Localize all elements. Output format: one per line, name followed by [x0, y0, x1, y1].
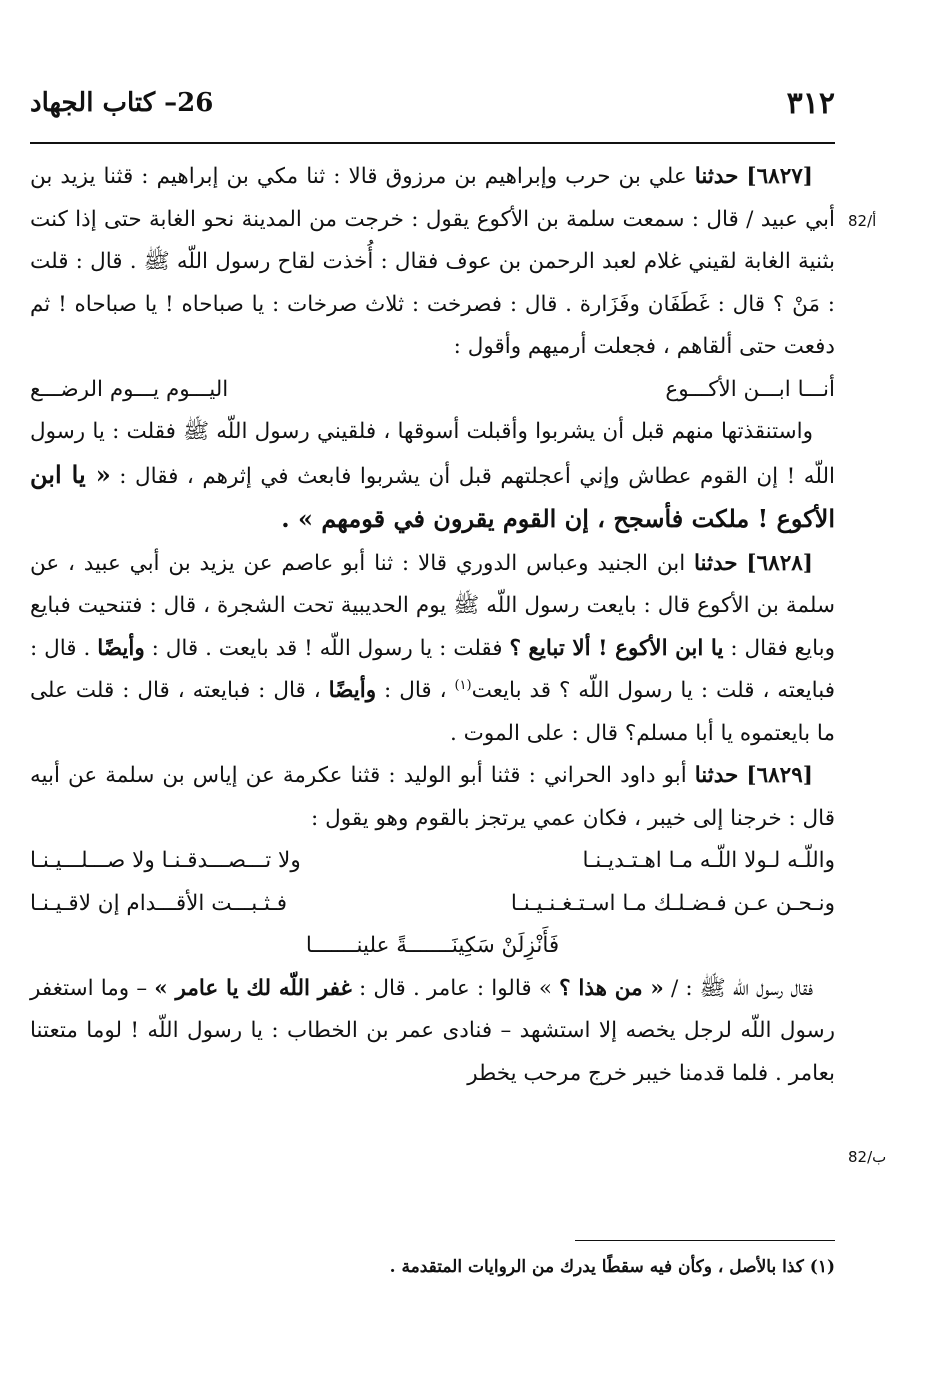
margin-note-folio-b: 82/ب	[848, 1148, 887, 1166]
header-rule	[30, 142, 835, 144]
verse-line-centered: فَأَنْزِلَنْ سَكِينَـــــــةً علينـــــــا	[305, 933, 560, 958]
verse-hemistich-left: فـثـبـــت الأقـــدام إن لاقـيـنـا	[30, 890, 288, 916]
hadith-text: ابن الجنيد وعباس الدوري قالا : ثنا أبو عاصم عن يزيد بن أبي عبيد ، عن سلمة بن الأكوع قال : بايعت رسول اللّه ﷺ يوم الحديبية تحت الشجرة ، قال : فتنحيت فبايع وبايع فقال :	[30, 550, 836, 661]
verse-hemistich-right: ونـحـن عـن فـضـلـك مـا اسـتـغـنـيـنـا	[510, 890, 835, 916]
footnote-rule	[575, 1240, 835, 1241]
body-text	[30, 156, 835, 1095]
page-number: ٣١٢	[786, 86, 835, 121]
verse-hemistich-left: ولا تـــصـــدقـنـا ولا صـــلـــيـنـا	[30, 848, 301, 873]
verse-line	[30, 369, 835, 412]
hadith-6829-part-2	[30, 968, 835, 1096]
narration-word: حدثنا	[694, 763, 739, 788]
verse-hemistich-right: أنـــا ابـــن الأكـــوع	[665, 376, 835, 402]
margin-note-folio-a: 82/أ	[848, 212, 877, 230]
hadith-text: علي بن حرب وإبراهيم بن مرزوق قالا : ثنا مكي بن إبراهيم : قثنا يزيد بن أبي عبيد / قال : سمعت سلمة بن الأكوع يقول : خرجت من المدينة نحو الغابة حتى إذا كنت بثنية الغابة لقيني غلام لعبد الرحمن بن عوف فقال : أُخذت لقاح رسول اللّه ﷺ . قال : قلت : مَنْ ؟ قال : غَطَفَان وفَزَارة . قال : فصرخت : ثلاث صرخات : يا صباحاه ! يا صباحاه ! ثم دفعت حتى ألقاهم ، فجعلت أرميهم وأقول :	[30, 164, 835, 359]
hadith-6829-part-1	[30, 755, 835, 840]
hadith-text: فقلت : يا رسول اللّه ! قد بايعت . قال :	[151, 635, 503, 661]
footnote: (١) كذا بالأصل ، وكأن فيه سقطًا يدرك من الروايات المتقدمة .	[389, 1257, 835, 1277]
prophetic-quote: « من هذا ؟	[559, 975, 664, 1001]
hadith-text: أبو داود الحراني : قثنا أبو الوليد : قثنا عكرمة عن إياس بن سلمة عن أبيه قال : خرجنا إلى خيبر ، فكان عمي يرتجز بالقوم وهو يقول :	[30, 763, 835, 831]
hadith-text: . قال : فبايعته ، قلت : يا رسول اللّه ؟ قد بايعت	[30, 635, 835, 703]
hadith-text: » قالوا : عامر . قال :	[358, 975, 552, 1001]
verse-line	[30, 883, 835, 926]
prophetic-quote: وأيضًا	[328, 678, 377, 703]
narration-word: حدثنا	[694, 164, 739, 189]
hadith-number: [٦٨٢٧]	[746, 164, 813, 189]
hadith-text: ، قال :	[384, 678, 447, 703]
narration-word: حدثنا	[693, 550, 738, 576]
chapter-title: 26– كتاب الجهاد	[30, 88, 214, 118]
verse-hemistich-right: واللّـه لـولا اللّـه مـا اهـتـديـنـا	[582, 848, 835, 873]
prophetic-quote: « يا ابن الأكوع ! ملكت فأسجح ، إن القوم يقرون في قومهم » .	[30, 459, 835, 533]
hadith-6827-part-2	[30, 411, 835, 543]
verse-hemistich-left: اليـــوم يـــوم الرضـــع	[30, 376, 229, 402]
hadith-text: فقال رسول اللّه ﷺ : /	[671, 975, 813, 1001]
verse-line	[30, 840, 835, 883]
prophetic-quote: وأيضًا	[97, 635, 145, 661]
hadith-number: [٦٨٢٨]	[746, 550, 813, 576]
prophetic-quote: غفر اللّه لك يا عامر »	[154, 975, 352, 1001]
page-header	[30, 82, 835, 132]
hadith-text: – وما استغفر رسول اللّه لرجل يخصه إلا استشهد – فنادى عمر بن الخطاب : يا رسول اللّه ! لوما متعتنا بعامر . فلما قدمنا خيبر خرج مرحب يخطر	[30, 975, 835, 1086]
footnote-marker: (١)	[454, 677, 472, 693]
hadith-text: ، قال : فبايعته ، قال : قلت على ما بايعتموه يا أبا مسلم؟ قال : على الموت .	[30, 678, 835, 746]
hadith-number: [٦٨٢٩]	[746, 763, 813, 788]
hadith-text: واستنقذتها منهم قبل أن يشربوا وأقبلت أسوقها ، فلقيني رسول اللّه ﷺ فقلت : يا رسول اللّه ! إن القوم عطاش وإني أعجلتهم قبل أن يشربوا فابعث في إثرهم ، فقال :	[30, 419, 835, 489]
hadith-6827-part-1	[30, 156, 835, 369]
hadith-6828	[30, 543, 835, 756]
prophetic-quote: يا ابن الأكوع ! ألا تبايع ؟	[509, 635, 724, 661]
